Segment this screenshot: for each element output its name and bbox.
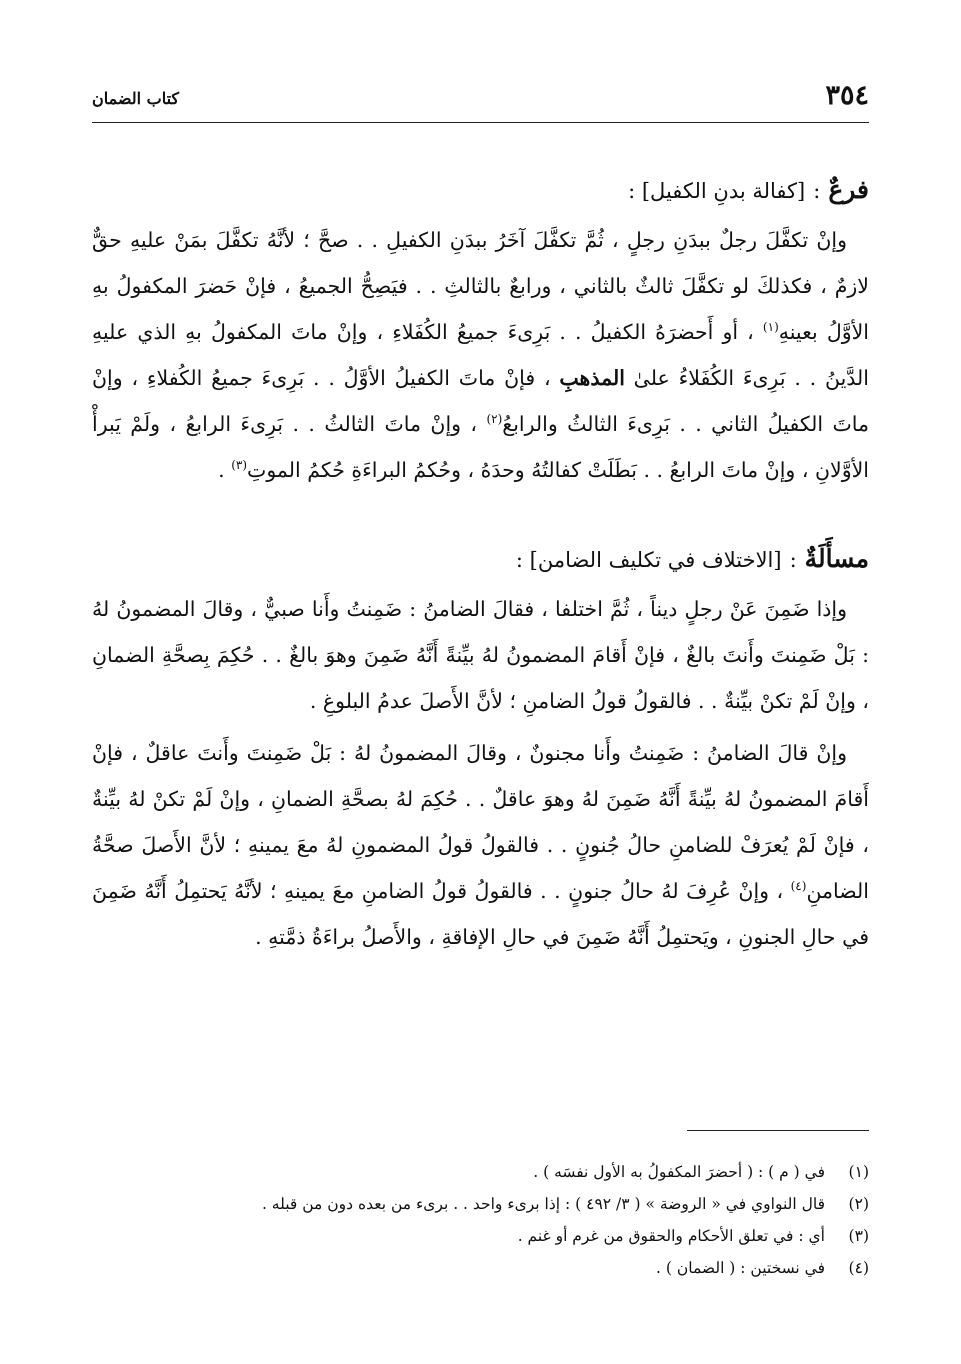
- heading-label-far: فرعٌ: [828, 175, 869, 204]
- section-heading-ikhtilaf: [92, 537, 869, 582]
- heading-title: [كفالة بدنِ الكفيل] :: [628, 179, 806, 203]
- book-title: كتاب الضمان: [92, 89, 180, 108]
- footnote-number: (٣): [848, 1227, 869, 1245]
- footnote-divider: [687, 1130, 869, 1131]
- heading-separator: :: [789, 548, 797, 572]
- paragraph-junun: [92, 730, 869, 960]
- running-header: [92, 78, 869, 123]
- footnotes: [92, 1156, 869, 1284]
- footnote-3: [92, 1220, 869, 1252]
- heading-separator: :: [813, 179, 821, 203]
- paragraph-text: وإنْ تكفَّلَ رجلٌ ببدَنِ رجلٍ ، ثُمَّ تكفَّلَ آخَرُ ببدَنِ الكفيلِ . . صحَّ ؛ لأنَّهُ تكفَّلَ بمَنْ عليهِ حقٌّ لازمٌ ، فكذلكَ لو تكفَّلَ ثالثٌ بالثاني ، ورابعٌ بالثالثِ . . فيَصِحُّ الجميعُ ، فإنْ حَضرَ المكفولُ بهِ الأوَّلُ بعينهِ: [92, 228, 870, 344]
- footnote-text: في ( م ) : ( أحضرَ المكفولُ به الأول نفسَه ) .: [533, 1163, 825, 1181]
- section-spacer: [92, 493, 869, 537]
- footnote-text: قال النواوي في « الروضة » ( ٣/ ٤٩٢ ) : إذا برىء واحد . . برىء من بعده دون من قبله .: [261, 1195, 825, 1213]
- footnote-4: [92, 1252, 869, 1284]
- main-text: [92, 168, 869, 960]
- footnote-number: (٤): [848, 1259, 869, 1277]
- footnote-text: في نسختين : ( الضمان ) .: [656, 1259, 825, 1277]
- footnote-ref-3: (٣): [231, 458, 248, 473]
- paragraph-text: ، وإنْ عُرِفَ لهُ حالُ جنونٍ . . فالقولُ قولُ الضامنِ معَ يمينهِ ؛ لأنَّهُ يَحتمِلُ أَنَّهُ ضَمِنَ في حالِ الجنونِ ، ويَحتمِلُ أَنَّهُ ضَمِنَ في حالِ الإفاقةِ ، والأَصلُ براءَةُ ذمَّتهِ .: [92, 879, 869, 949]
- paragraph-text: وإنْ قالَ الضامنُ : ضَمِنتُ وأَنا مجنونٌ ، وقالَ المضمونُ لهُ : بَلْ ضَمِنتَ وأَنتَ عاقلٌ ، فإنْ أَقامَ المضمونُ لهُ بيِّنةً أَنَّهُ ضَمِنَ لهُ وهوَ عاقلٌ . . حُكِمَ لهُ بصحَّةِ الضمانِ ، وإنْ لَمْ تكنْ لهُ بيِّنةٌ ، فإنْ لَمْ يُعرَفْ للضامنِ حالُ جُنونٍ . . فالقولُ قولُ المضمونِ لهُ معَ يمينهِ ؛ لأنَّ الأَصلَ صحَّةُ الضامنِ: [92, 741, 869, 903]
- emphasis-madhhab: المذهبِ: [559, 366, 625, 390]
- footnote-ref-1: (١): [762, 320, 779, 335]
- footnote-ref-4: (٤): [790, 879, 807, 894]
- paragraph-bulugh: وإذا ضَمِنَ عَنْ رجلٍ ديناً ، ثُمَّ اختلفا ، فقالَ الضامنُ : ضَمِنتُ وأَنا صبيٌّ ، وقالَ المضمونُ لهُ : بَلْ ضَمِنتَ وأَنتَ بالغٌ ، فإنْ أَقامَ المضمونُ لهُ بيِّنةً أَنَّهُ ضَمِنَ وهوَ بالغٌ . . حُكِمَ بِصحَّةِ الضمانِ ، وإنْ لَمْ تكنْ بيِّنةٌ . . فالقولُ قولُ الضامنِ ؛ لأنَّ الأَصلَ عدمُ البلوغِ .: [92, 597, 869, 713]
- footnote-1: [92, 1156, 869, 1188]
- footnote-2: [92, 1188, 869, 1220]
- paragraph-text: ، وإنْ ماتَ الثالثُ . . بَرِىءَ الرابعُ ، ولَمْ يَبرأْ الأوَّلانِ ، وإنْ ماتَ الرابعُ . . بَطَلَتْ كفالتُهُ وحدَهُ ، وحُكمُ البراءَةِ حُكمُ الموتِ: [92, 412, 869, 482]
- section-heading-kafala: [92, 168, 869, 213]
- paragraph-text: .: [218, 458, 232, 482]
- heading-label-masala: مسأَلَةٌ: [804, 544, 869, 573]
- heading-title: [الاختلاف في تكليف الضامن] :: [515, 548, 782, 572]
- page-number: ٣٥٤: [825, 80, 869, 111]
- paragraph-text: ، أو أَحضرَهُ الكفيلُ . . بَرِىءَ جميعُ الكُفَلاءِ ، وإنْ ماتَ المكفولُ بهِ الذي عليهِ الدَّينُ . . بَرِىءَ الكُفَلاءُ علىٰ: [92, 320, 869, 390]
- paragraph-kafala: [92, 217, 869, 493]
- footnote-text: أي : في تعلق الأحكام والحقوق من غرم أو غنم .: [517, 1227, 825, 1245]
- footnote-number: (١): [848, 1163, 869, 1181]
- footnote-ref-2: (٢): [486, 412, 503, 427]
- paragraph-text: ، فإنْ ماتَ الكفيلُ الأوَّلُ . . بَرِىءَ جميعُ الكُفلاءِ ، وإنْ ماتَ الكفيلُ الثاني . . بَرِىءَ الثالثُ والرابعُ: [92, 366, 869, 436]
- footnote-number: (٢): [848, 1195, 869, 1213]
